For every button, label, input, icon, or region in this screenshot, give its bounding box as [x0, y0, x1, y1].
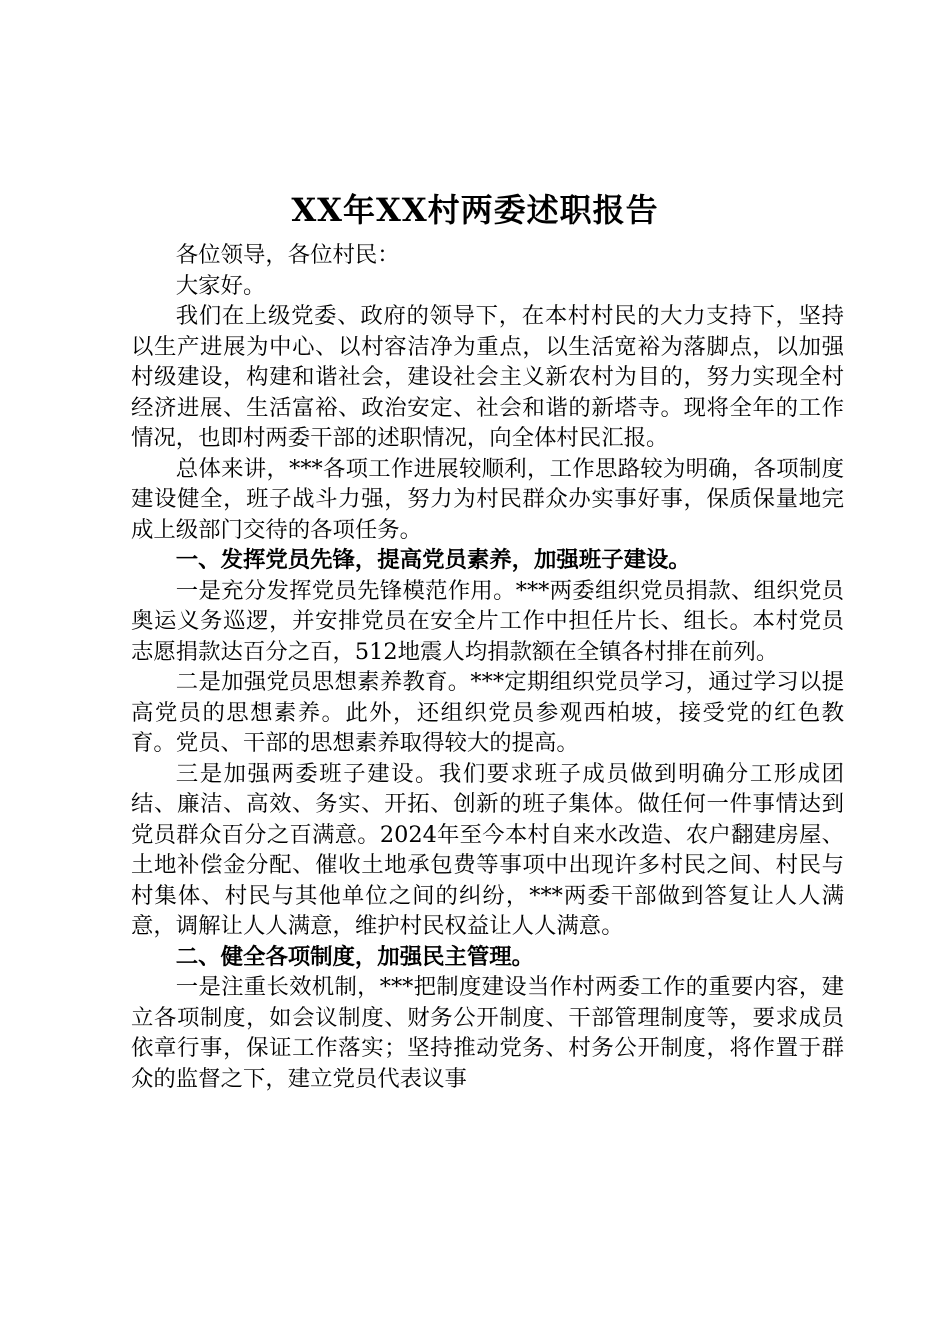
document-title: XX年XX村两委述职报告	[291, 191, 659, 229]
section-heading-2: 二、健全各项制度，加强民主管理。	[175, 943, 535, 970]
section-heading-1: 一、发挥党员先锋，提高党员素养，加强班子建设。	[175, 547, 691, 573]
body-paragraph: 一是注重长效机制，***把制度建设当作村两委工作的重要内容，建立各项制度，如会议制度、财务公开制度、干部管理制度等，要求成员依章行事，保证工作落实；坚持推动党务、村务公开制度，将作置于群众的监督之下，建立党员代表议事	[131, 974, 844, 1092]
document-body	[131, 240, 844, 1094]
body-paragraph: 三是加强两委班子建设。我们要求班子成员做到明确分工形成团结、廉洁、高效、务实、开拓、创新的班子集体。做任何一件事情达到党员群众百分之百满意。2024年至今本村自来水改造、农户翻建房屋、土地补偿金分配、催收土地承包费等事项中出现许多村民之间、村民与村集体、村民与其他单位之间的纠纷，***两委干部做到答复让人人满意，调解让人人满意，维护村民权益让人人满意。	[131, 760, 844, 939]
intro-paragraph: 我们在上级党委、政府的领导下，在本村村民的大力支持下，坚持以生产进展为中心、以村容洁净为重点，以生活宽裕为落脚点，以加强村级建设，构建和谐社会，建设社会主义新农村为目的，努力实现全村经济进展、生活富裕、政治安定、社会和谐的新塔寺。现将全年的工作情况，也即村两委干部的述职情况，向全体村民汇报。	[131, 303, 844, 451]
body-paragraph: 一是充分发挥党员先锋模范作用。***两委组织党员捐款、组织党员奥运义务巡逻，并安排党员在安全片工作中担任片长、组长。本村党员志愿捐款达百分之百，512地震人均捐款额在全镇各村排在前列。	[131, 577, 844, 665]
salutation-paragraph: 大家好。	[175, 272, 266, 299]
greeting-paragraph: 各位领导，各位村民：	[175, 242, 400, 268]
summary-paragraph: 总体来讲，***各项工作进展较顺利，工作思路较为明确，各项制度建设健全，班子战斗力强，努力为村民群众办实事好事，保质保量地完成上级部门交待的各项任务。	[131, 455, 844, 543]
body-paragraph: 二是加强党员思想素养教育。***定期组织党员学习，通过学习以提高党员的思想素养。此外，还组织党员参观西柏坡，接受党的红色教育。党员、干部的思想素养取得较大的提高。	[131, 669, 844, 756]
